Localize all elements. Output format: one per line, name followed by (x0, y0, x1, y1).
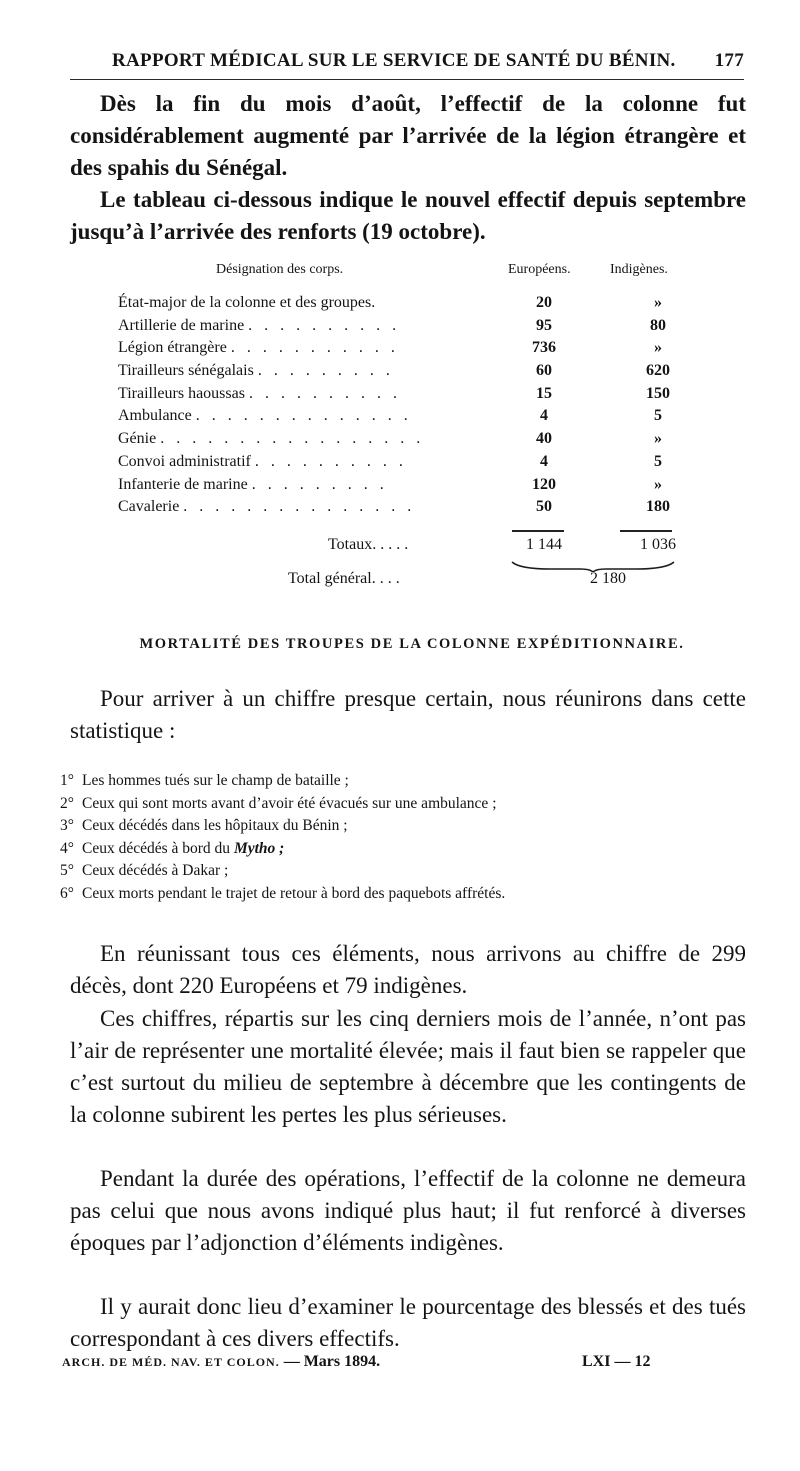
running-title: RAPPORT MÉDICAL SUR LE SERVICE DE SANTÉ DU BÉNIN. (112, 50, 676, 71)
table-row (118, 294, 708, 317)
list-text: Ceux décédés à Dakar ; (82, 862, 229, 880)
list-text: Les hommes tués sur le champ de bataille ; (82, 772, 349, 789)
row-label: Cavalerie (118, 498, 180, 516)
row-indigenes: » (654, 339, 662, 357)
row-europeens: 736 (532, 339, 556, 357)
row-indigenes: » (654, 294, 662, 311)
header-rule (70, 79, 744, 80)
section-title: MORTALITÉ DES TROUPES DE LA COLONNE EXPÉDITIONNAIRE. (139, 636, 685, 652)
row-label: État-major de la colonne et des groupes. (118, 294, 376, 311)
footer-date: — Mars 1894. (283, 1353, 381, 1370)
row-dots: . . . . . . . . . . . . . . (195, 407, 412, 425)
paragraph-6: Pendant la durée des opérations, l’effectif de la colonne ne demeura pas celui que nous avons indiqué plus haut; il fut renforcé à diverses époques par l’adjonction d’éléments indigènes. (70, 1166, 746, 1255)
statistics-list (60, 772, 750, 908)
row-europeens: 95 (536, 316, 552, 334)
row-dots: . . . . . . . . . (251, 475, 388, 493)
row-label: Tirailleurs haoussas (118, 384, 245, 402)
list-italic-ship-name: Mytho ; (233, 839, 285, 857)
totaux-label: Totaux. . . . . (328, 536, 409, 553)
list-item (60, 772, 750, 795)
list-item (60, 862, 750, 885)
totaux-indigenes: 1 036 (640, 536, 676, 553)
list-number: 3° (60, 817, 74, 835)
list-item (60, 885, 750, 908)
row-dots: . . . . . . . . . . . . . . . (183, 498, 416, 516)
list-number: 1° (60, 772, 74, 789)
row-europeens: 40 (536, 430, 552, 448)
totaux-europeens: 1 144 (526, 536, 562, 553)
row-europeens: 4 (540, 452, 548, 470)
table-row (118, 430, 708, 453)
footer-signature: LXI — 12 (582, 1353, 651, 1370)
row-label: Ambulance (118, 407, 192, 425)
total-general-row (118, 570, 708, 594)
list-item (60, 795, 750, 818)
list-number: 5° (60, 862, 74, 880)
row-label: Artillerie de marine (118, 316, 245, 334)
list-text: Ceux décédés à bord du (82, 839, 234, 857)
row-dots: . . . . . . . . . . (248, 384, 401, 402)
row-dots: . . . . . . . . . (257, 362, 394, 380)
row-dots: . . . . . . . . . . (248, 316, 401, 334)
list-number: 2° (60, 794, 74, 812)
list-number: 4° (60, 839, 74, 857)
paragraph-2: Le tableau ci-dessous indique le nouvel effectif depuis septembre jusqu’à l’arrivée des renforts (19 octobre). (70, 187, 746, 244)
column-header-designation: Désignation des corps. (216, 262, 344, 277)
sum-rule-indigenes (620, 530, 672, 532)
row-dots: . . . . . . . . . . (254, 452, 407, 470)
list-number: 6° (60, 884, 74, 902)
row-indigenes: » (654, 430, 662, 448)
row-europeens: 15 (536, 384, 552, 402)
row-indigenes: 5 (654, 407, 662, 425)
table-row (118, 339, 708, 362)
row-indigenes: 80 (650, 316, 666, 334)
row-indigenes: » (654, 475, 662, 493)
list-item (60, 840, 750, 863)
paragraph-5: Ces chiffres, répartis sur les cinq derniers mois de l’année, n’ont pas l’air de représenter une mortalité élevée; mais il faut bien se rappeler que c’est surtout du milieu de septembre à décembre que les contingents de la colonne subirent les pertes les plus sérieuses. (70, 1006, 746, 1127)
table-row (118, 385, 708, 408)
table-row (118, 498, 708, 521)
table-row (118, 317, 708, 340)
paragraph-1: Dès la fin du mois d’août, l’effectif de la colonne fut considérablement augmenté par l’arrivée de la légion étrangère et des spahis du Sénégal. (70, 91, 746, 180)
effectif-table (118, 294, 708, 521)
column-header-europeens: Européens. (508, 262, 571, 277)
total-general-value: 2 180 (590, 570, 626, 587)
row-label: Tirailleurs sénégalais (118, 362, 254, 380)
table-row (118, 453, 708, 476)
page-number: 177 (714, 50, 744, 71)
row-label: Légion étrangère (118, 339, 227, 357)
row-europeens: 20 (536, 294, 552, 311)
list-text: Ceux morts pendant le trajet de retour à bord des paquebots affrétés. (82, 884, 506, 902)
row-indigenes: 5 (654, 452, 662, 470)
table-row (118, 476, 708, 499)
table-row (118, 362, 708, 385)
list-text: Ceux qui sont morts avant d’avoir été évacués sur une ambulance ; (82, 794, 497, 812)
row-europeens: 60 (536, 362, 552, 380)
row-label: Infanterie de marine (118, 475, 248, 493)
paragraph-4: En réunissant tous ces éléments, nous arrivons au chiffre de 299 décès, dont 220 Européens et 79 indigènes. (70, 941, 746, 998)
row-dots: . . . . . . . . . . . . . . . . . (160, 430, 425, 448)
row-europeens: 120 (532, 475, 556, 493)
running-head (112, 50, 744, 72)
list-item (60, 817, 750, 840)
row-europeens: 4 (540, 407, 548, 425)
paragraph-3: Pour arriver à un chiffre presque certain, nous réunirons dans cette statistique : (70, 686, 746, 743)
table-row (118, 407, 708, 430)
footer-journal: ARCH. DE MÉD. NAV. ET COLON. (62, 1355, 280, 1369)
row-indigenes: 180 (646, 498, 670, 516)
row-indigenes: 620 (646, 362, 670, 380)
paragraph-7: Il y aurait donc lieu d’examiner le pourcentage des blessés et des tués correspondant à ces divers effectifs. (70, 1294, 746, 1351)
list-text: Ceux décédés dans les hôpitaux du Bénin ; (82, 817, 348, 835)
row-label: Génie (118, 430, 157, 448)
total-general-label: Total général. . . . (288, 570, 400, 587)
row-indigenes: 150 (646, 384, 670, 402)
sum-rule-europeens (512, 530, 564, 532)
column-header-indigenes: Indigènes. (610, 262, 668, 277)
row-label: Convoi administratif (118, 452, 251, 470)
totaux-row (118, 536, 708, 560)
row-europeens: 50 (536, 498, 552, 516)
row-dots: . . . . . . . . . . . (230, 339, 399, 357)
